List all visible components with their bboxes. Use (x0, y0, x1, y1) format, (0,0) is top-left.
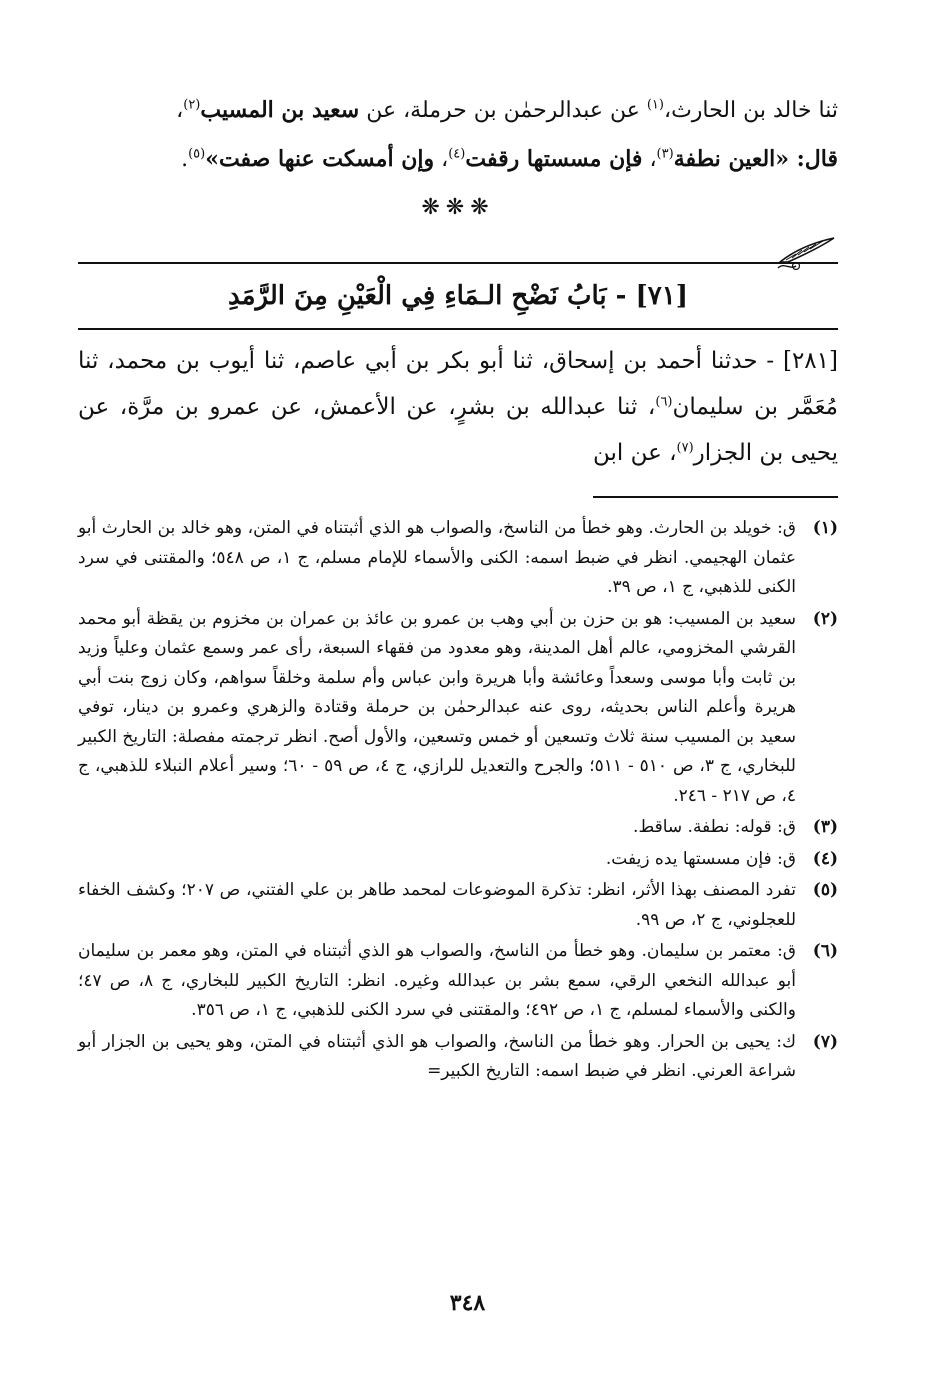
footnote-ref: (٢) (183, 97, 201, 113)
chapter-title: [٧١] - بَابُ نَضْحِ الـمَاءِ فِي الْعَيْنِ مِنَ الرَّمَدِ (227, 281, 689, 311)
intro-line-2 (78, 135, 838, 184)
footnote-ref: (٦) (655, 394, 673, 410)
footnote-ref: (٥) (188, 146, 206, 162)
footnote (78, 813, 838, 843)
footnote (78, 937, 838, 1026)
footnote (78, 876, 838, 935)
text-span: ، عن ابن (592, 440, 677, 466)
footnote-text: سعيد بن المسيب: هو بن حزن بن أبي وهب بن عمرو بن عائذ بن عمران بن مخزوم بن يقظة أبو محمد القرشي المخزومي، عالم أهل المدينة، وهو معدود من فقهاء السبعة، رأى عمر وسمع عثمان وعلياً وزيد بن ثابت وأبا موسى وسعداً وعائشة وأبا هريرة وابن عباس وأم سلمة وخلقاً سواهم، وكان زوج بنت أبي هريرة وأعلم الناس بحديثه، روى عنه عبدالرحمٰن بن حرملة وقتادة والزهري وعمرو بن دينار، توفي سعيد بن المسيب سنة ثلاث وتسعين أو خمس وتسعين، والأول أصح. انظر ترجمته مفصلة: التاريخ الكبير للبخاري، ج ٣، ص ٥١٠ - ٥١١؛ والجرح والتعديل للرازي، ج ٤، ص ٥٩ - ٦٠؛ وسير أعلام النبلاء للذهبي، ج ٤، ص ٢١٧ - ٢٤٦. (78, 608, 796, 806)
text-span-bold: قال: « (775, 146, 838, 172)
footnote (78, 605, 838, 812)
footnote-text: ق: قوله: نطفة. ساقط. (633, 817, 796, 837)
footnote-ref: (٧) (676, 440, 694, 456)
page (78, 86, 838, 1089)
footnote-number: (٤) (812, 848, 838, 869)
footnote (78, 514, 838, 603)
footnote-divider (593, 496, 838, 498)
footnote-number: (٣) (812, 817, 838, 837)
text-span-bold: العين نطفة (673, 146, 776, 172)
text-span: . (181, 147, 189, 172)
footnote (78, 1028, 838, 1087)
chapter-header (78, 246, 838, 330)
text-span: عن عبدالرحمٰن بن حرملة، عن (359, 98, 647, 123)
text-span: ثنا خالد بن الحارث، (663, 98, 838, 123)
footnote-number: (١) (812, 518, 838, 538)
footnote-text: ق: معتمر بن سليمان. وهو خطأ من الناسخ، والصواب هو الذي أثبتناه في المتن، وهو معمر بن سليمان أبو عبدالله النخعي الرقي، سمع بشر بن عبدالله وغيره. انظر: التاريخ الكبير للبخاري، ج ٨، ص ٤٧؛ والكنى والأسماء لمسلم، ج ١، ص ٤٩٢؛ والمقتنى في سرد الكنى للذهبي، ج ١، ص ٣٥٦. (78, 941, 796, 1020)
text-span: [٢٨١] - حدثنا أحمد بن إسحاق، ثنا أبو بكر بن أبي عاصم، ثنا أيوب بن محمد، ثنا مُعَمَّر بن سليمان (78, 348, 838, 420)
header-bottom-rule (78, 328, 838, 330)
footnote-number: (٧) (812, 1031, 838, 1052)
text-span: ، (434, 147, 449, 172)
intro-line-1 (78, 86, 838, 135)
footnote (78, 845, 838, 875)
footnote-text: ك: يحيى بن الحرار. وهو خطأ من الناسخ، والصواب هو الذي أثبتناه في المتن، وهو يحيى بن الجزار أبو شراعة العرني. انظر في ضبط اسمه: التاريخ الكبير= (78, 1031, 796, 1081)
intro-text (78, 86, 838, 184)
footnote-text: تفرد المصنف بهذا الأثر، انظر: تذكرة الموضوعات لمحمد طاهر بن علي الفتني، ص ٢٠٧؛ وكشف الخفاء للعجلوني، ج ٢، ص ٩٩. (78, 880, 796, 930)
footnote-ref: (١) (646, 97, 664, 113)
text-span: ، (642, 147, 657, 172)
text-span-bold: سعيد بن المسيب (200, 97, 360, 123)
hadith-text (78, 338, 838, 476)
text-span: ، ثنا عبدالله بن بشرٍ، عن الأعمش، عن عمرو بن مرَّة، عن يحيى بن الجزار (78, 394, 838, 466)
footnote-number: (٥) (812, 880, 838, 900)
footnote-number: (٢) (812, 608, 838, 629)
text-span: ، (176, 98, 184, 123)
header-top-rule (78, 262, 838, 264)
text-span-bold: فإن مسستها رقفت (465, 146, 643, 172)
footnote-number: (٦) (812, 941, 838, 961)
footnote-text: ق: فإن مسستها يده زيفت. (605, 848, 796, 869)
text-span-bold: » (205, 146, 219, 172)
page-number: ٣٤٨ (449, 1290, 486, 1316)
footnote-text: ق: خويلد بن الحارث. وهو خطأ من الناسخ، والصواب هو الذي أثبتناه في المتن، وهو خالد بن الحارث أبو عثمان الهجيمي. انظر في ضبط اسمه: الكنى والأسماء للإمام مسلم، ج ١، ص ٥٤٨؛ والمقتنى في سرد الكنى للذهبي، ج ١، ص ٣٩. (78, 518, 797, 597)
section-separator: ❋❋❋ (421, 195, 495, 220)
hadith-paragraph (78, 338, 838, 476)
footnotes (78, 514, 838, 1087)
footnote-ref: (٤) (448, 146, 466, 162)
footnote-ref: (٣) (656, 146, 674, 162)
text-span-bold: وإن أمسكت عنها صفت (218, 146, 435, 172)
